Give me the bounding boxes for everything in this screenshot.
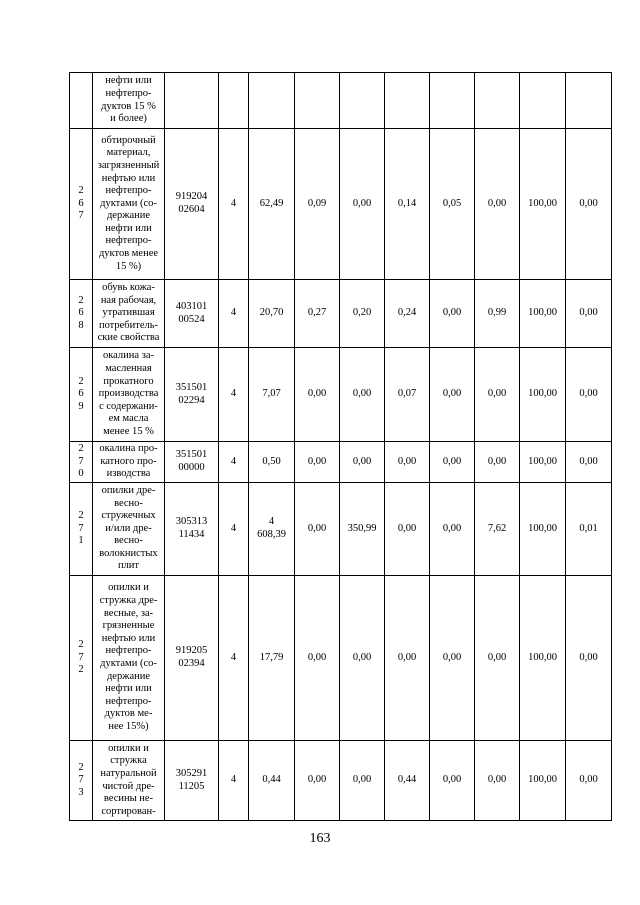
value-cell-c5: 0,00 [475, 741, 520, 821]
value-cell-c1: 0,00 [295, 483, 340, 576]
waste-code [165, 483, 219, 576]
waste-mass-line: 4 [268, 516, 275, 528]
value-cell-c1 [295, 73, 340, 129]
hazard-class: 4 [219, 348, 249, 442]
value-cell-c2: 0,20 [340, 280, 385, 348]
value-cell-c6: 100,00 [520, 576, 566, 741]
value-cell-c5 [475, 73, 520, 129]
waste-name-line: нефти или [105, 75, 152, 87]
table-row [70, 73, 612, 129]
waste-name-line: стружка [110, 755, 147, 767]
waste-mass-line: 17,79 [259, 651, 284, 663]
table-row [70, 576, 612, 741]
value-cell-c7: 0,00 [566, 280, 612, 348]
value-cell-c6: 100,00 [520, 129, 566, 280]
waste-name-line: нефти или [105, 683, 152, 695]
value-cell-c3 [385, 73, 430, 129]
waste-name-line: и более) [110, 113, 147, 125]
row-number [70, 741, 93, 821]
waste-code [165, 348, 219, 442]
row-number-text: 273 [78, 761, 84, 798]
waste-name-line: весно- [114, 497, 143, 509]
waste-code-line: 02394 [178, 658, 205, 669]
waste-code-line: 305313 [175, 516, 208, 528]
waste-name-line: с содержани- [99, 400, 158, 412]
waste-name-line: стружечных [101, 510, 156, 522]
value-cell-c2: 0,00 [340, 129, 385, 280]
waste-name-line: опилки и [108, 742, 149, 754]
waste-code-line: 919204 [175, 191, 208, 203]
waste-name-line: опилки дре- [101, 484, 156, 496]
waste-name-line: ские свойства [97, 332, 160, 344]
waste-name-line: нефтепро- [105, 645, 152, 657]
waste-name-line: нее 15%) [108, 720, 149, 732]
value-cell-c3: 0,24 [385, 280, 430, 348]
waste-name-line: ная рабочая, [100, 294, 157, 306]
waste-name-line: окалина про- [99, 443, 158, 455]
waste-code-line: 11205 [178, 780, 205, 792]
waste-code [165, 576, 219, 741]
value-cell-c6: 100,00 [520, 741, 566, 821]
waste-name-line: волокнистых [99, 547, 158, 559]
waste-name [93, 741, 165, 821]
waste-name-line: нефтепро- [105, 695, 152, 707]
value-cell-c3: 0,00 [385, 442, 430, 483]
row-number [70, 576, 93, 741]
waste-name-line: плит [117, 560, 140, 572]
value-cell-c1: 0,27 [295, 280, 340, 348]
hazard-class: 4 [219, 576, 249, 741]
row-number-text: 268 [78, 294, 84, 331]
waste-code-line: 11434 [178, 529, 205, 540]
value-cell-c3: 0,00 [385, 576, 430, 741]
value-cell-c6: 100,00 [520, 280, 566, 348]
waste-name-line: чистой дре- [102, 780, 155, 792]
value-cell-c1: 0,00 [295, 741, 340, 821]
value-cell-c5: 0,00 [475, 576, 520, 741]
waste-code-line: 02604 [178, 204, 205, 215]
table-row [70, 129, 612, 280]
waste-code [165, 280, 219, 348]
value-cell-c7 [566, 73, 612, 129]
value-cell-c1: 0,00 [295, 576, 340, 741]
hazard-class [219, 73, 249, 129]
value-cell-c2: 0,00 [340, 442, 385, 483]
row-number [70, 483, 93, 576]
hazard-class: 4 [219, 741, 249, 821]
waste-mass [249, 280, 295, 348]
waste-name-line: материал, [106, 147, 151, 159]
waste-code [165, 73, 219, 129]
waste-mass [249, 129, 295, 280]
waste-name [93, 73, 165, 129]
value-cell-c4: 0,00 [430, 348, 475, 442]
waste-name-line: нефти или [105, 222, 152, 234]
waste-name-line: загрязненный [97, 159, 160, 171]
value-cell-c7: 0,00 [566, 129, 612, 280]
value-cell-c7: 0,00 [566, 576, 612, 741]
value-cell-c2: 0,00 [340, 741, 385, 821]
value-cell-c4: 0,00 [430, 741, 475, 821]
waste-name-line: стружка дре- [99, 595, 158, 607]
table-row [70, 280, 612, 348]
row-number-text: 269 [78, 375, 84, 412]
waste-name-line: держание [106, 210, 151, 222]
table-body [70, 73, 612, 821]
waste-name-line: нефтью или [101, 632, 156, 644]
value-cell-c7: 0,00 [566, 442, 612, 483]
waste-name-line: дуктами (со- [100, 658, 157, 669]
waste-name-line: обувь кожа- [102, 282, 155, 294]
value-cell-c3: 0,44 [385, 741, 430, 821]
waste-name-line: производства [98, 388, 159, 400]
value-cell-c1: 0,09 [295, 129, 340, 280]
waste-name-line: дуктов ме- [104, 708, 153, 720]
value-cell-c2: 0,00 [340, 576, 385, 741]
value-cell-c3: 0,00 [385, 483, 430, 576]
waste-name [93, 280, 165, 348]
value-cell-c4 [430, 73, 475, 129]
waste-name [93, 483, 165, 576]
row-number [70, 280, 93, 348]
waste-name [93, 442, 165, 483]
waste-code-line: 919205 [175, 645, 208, 657]
waste-code [165, 129, 219, 280]
value-cell-c4: 0,00 [430, 442, 475, 483]
waste-name-line: окалина за- [102, 350, 154, 362]
row-number [70, 129, 93, 280]
value-cell-c2 [340, 73, 385, 129]
value-cell-c4: 0,05 [430, 129, 475, 280]
waste-name [93, 576, 165, 741]
waste-name-line: держание [106, 670, 151, 682]
waste-name-line: обтирочный [101, 134, 156, 146]
value-cell-c4: 0,00 [430, 576, 475, 741]
waste-name-line: весно- [114, 535, 143, 547]
hazard-class: 4 [219, 483, 249, 576]
value-cell-c5: 7,62 [475, 483, 520, 576]
table-row [70, 348, 612, 442]
waste-mass [249, 442, 295, 483]
waste-name-line: 15 %) [115, 260, 142, 272]
row-number-text: 270 [78, 443, 84, 480]
waste-mass-line: 62,49 [259, 197, 284, 209]
waste-name-line: ем масла [108, 413, 149, 425]
waste-name-line: дуктов 15 % [101, 100, 156, 112]
page-number: 163 [309, 831, 331, 846]
row-number-text: 271 [78, 510, 84, 547]
value-cell-c7: 0,00 [566, 741, 612, 821]
waste-mass-line: 608,39 [257, 529, 286, 540]
value-cell-c6 [520, 73, 566, 129]
waste-code-line: 403101 [175, 300, 208, 312]
row-number [70, 442, 93, 483]
waste-code-line: 02294 [178, 394, 205, 406]
row-number-text: 267 [78, 185, 84, 222]
row-number [70, 73, 93, 129]
value-cell-c5: 0,99 [475, 280, 520, 348]
waste-name-line: дуктами (со- [100, 197, 157, 209]
waste-name-line: и/или дре- [105, 522, 152, 534]
value-cell-c3: 0,14 [385, 129, 430, 280]
waste-name-line: прокатного [103, 375, 154, 387]
waste-code-line: 351501 [175, 449, 208, 461]
waste-name-line: нефтепро- [105, 235, 152, 247]
waste-mass [249, 73, 295, 129]
waste-code-line: 351501 [175, 381, 208, 393]
value-cell-c1: 0,00 [295, 442, 340, 483]
waste-name-line: изводства [106, 468, 151, 480]
table-row [70, 741, 612, 821]
waste-code-line: 305291 [175, 767, 208, 779]
value-cell-c7: 0,01 [566, 483, 612, 576]
waste-code [165, 741, 219, 821]
value-cell-c6: 100,00 [520, 483, 566, 576]
waste-code [165, 442, 219, 483]
table-row [70, 442, 612, 483]
waste-name [93, 348, 165, 442]
waste-name-line: масленная [105, 363, 152, 375]
waste-mass-line: 0,50 [262, 455, 281, 467]
waste-name-line: весины не- [103, 793, 154, 805]
waste-code-line: 00524 [178, 313, 205, 325]
waste-name-line: потребитель- [98, 319, 159, 331]
table-row [70, 483, 612, 576]
waste-name-line: весные, за- [103, 607, 154, 619]
waste-mass [249, 348, 295, 442]
waste-name [93, 129, 165, 280]
hazard-class: 4 [219, 442, 249, 483]
waste-name-line: натуральной [100, 767, 157, 779]
row-number [70, 348, 93, 442]
value-cell-c7: 0,00 [566, 348, 612, 442]
row-number-text: 272 [78, 639, 84, 676]
waste-name-line: опилки и [108, 582, 149, 594]
value-cell-c4: 0,00 [430, 280, 475, 348]
waste-mass [249, 741, 295, 821]
waste-name-line: дуктов менее [98, 248, 159, 260]
waste-mass-line: 20,70 [259, 307, 284, 319]
value-cell-c2: 350,99 [340, 483, 385, 576]
value-cell-c5: 0,00 [475, 442, 520, 483]
waste-name-line: сортирован- [101, 805, 156, 817]
value-cell-c5: 0,00 [475, 348, 520, 442]
waste-mass-line: 0,44 [262, 774, 281, 786]
waste-name-line: нефтью или [101, 172, 156, 184]
value-cell-c2: 0,00 [340, 348, 385, 442]
value-cell-c1: 0,00 [295, 348, 340, 442]
waste-name-line: грязненные [102, 620, 155, 632]
value-cell-c3: 0,07 [385, 348, 430, 442]
value-cell-c5: 0,00 [475, 129, 520, 280]
waste-name-line: нефтепро- [105, 87, 152, 99]
waste-mass-line: 7,07 [262, 388, 281, 400]
value-cell-c6: 100,00 [520, 442, 566, 483]
waste-name-line: катного про- [100, 455, 157, 467]
waste-mass [249, 576, 295, 741]
hazard-class: 4 [219, 280, 249, 348]
waste-name-line: утратившая [102, 307, 155, 319]
value-cell-c4: 0,00 [430, 483, 475, 576]
waste-name-line: менее 15 % [103, 425, 154, 437]
waste-code-line: 00000 [178, 462, 205, 473]
waste-name-line: нефтепро- [105, 185, 152, 197]
waste-mass [249, 483, 295, 576]
value-cell-c6: 100,00 [520, 348, 566, 442]
waste-table [69, 72, 612, 821]
hazard-class: 4 [219, 129, 249, 280]
